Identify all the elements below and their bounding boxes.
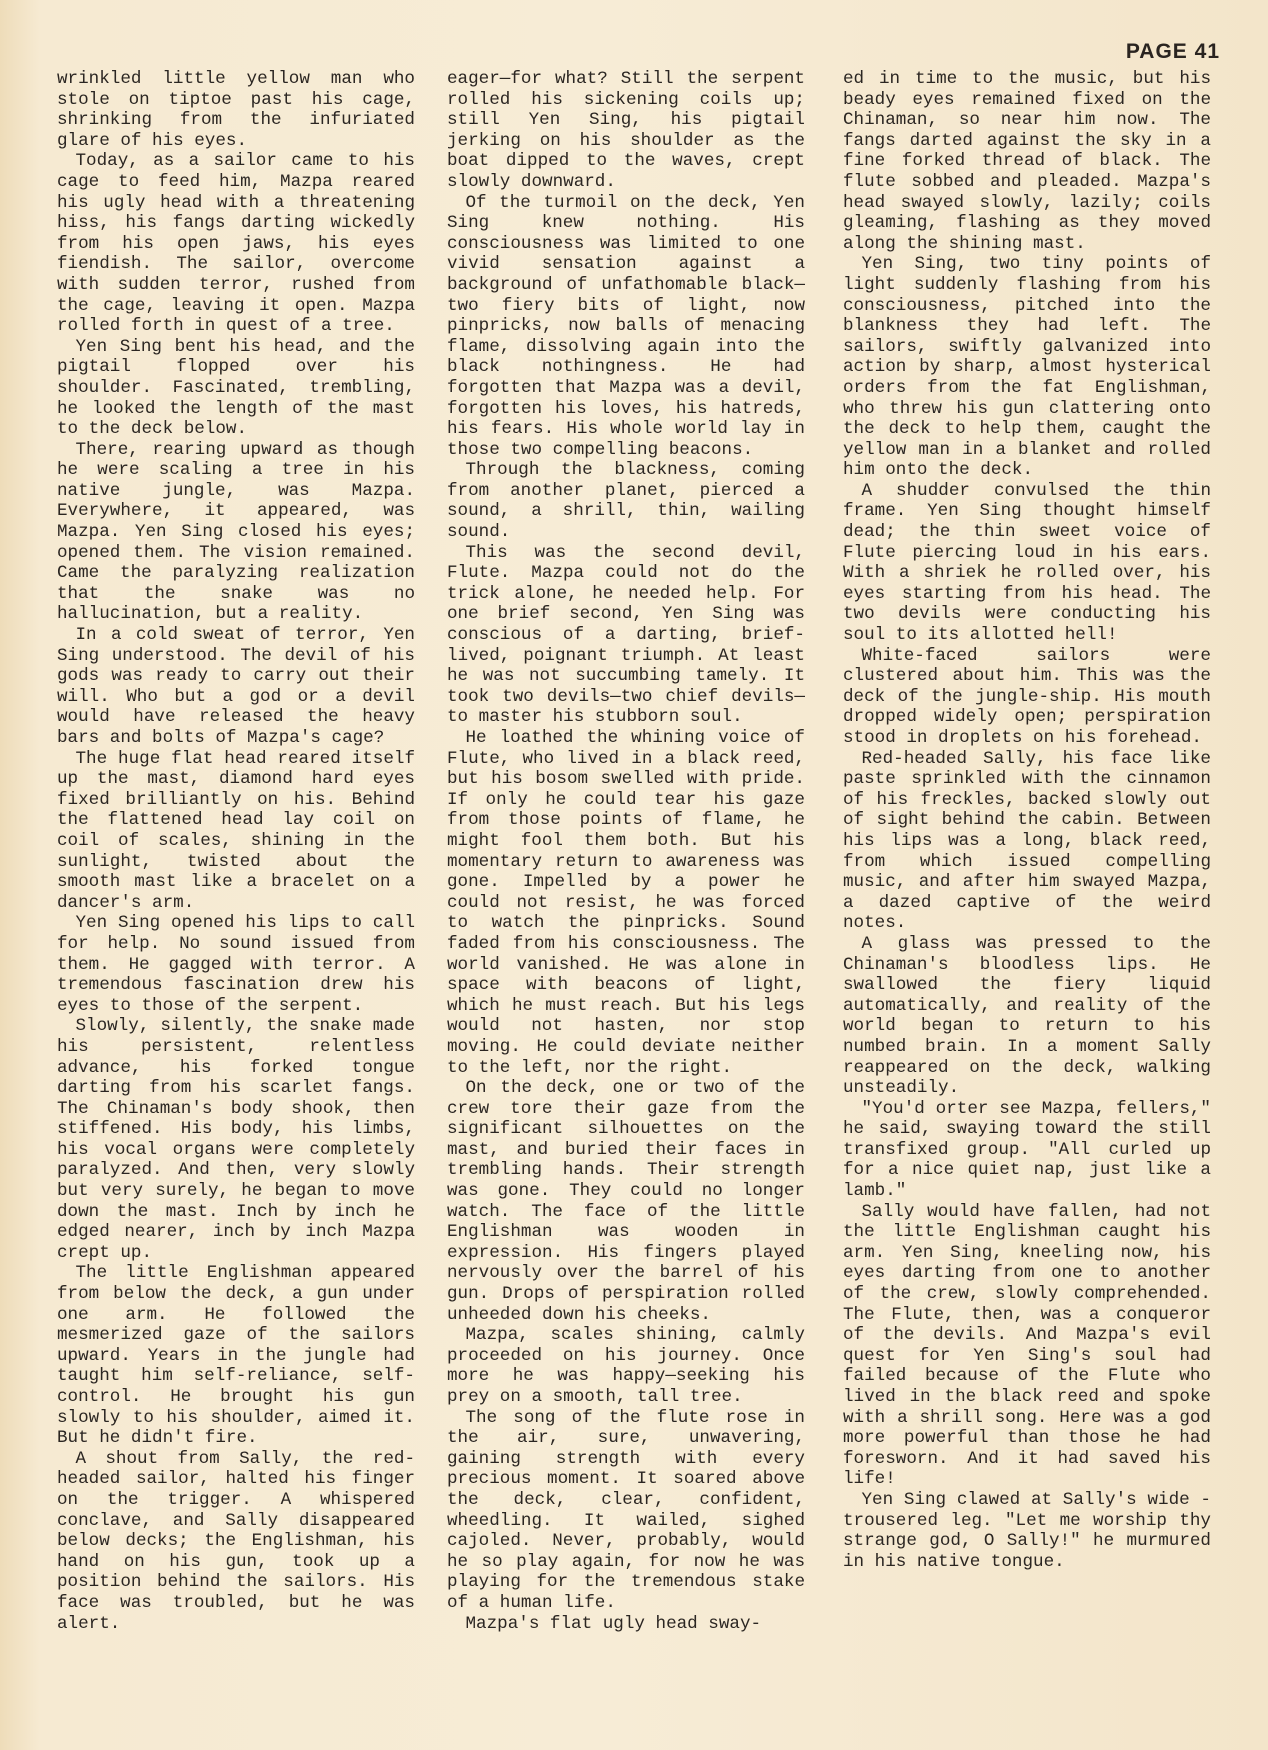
paragraph: Yen Sing clawed at Sally's wide - trousered leg. "Let me worship thy strange god, O Sally!" he murmured in his native tongue. bbox=[843, 1489, 1211, 1572]
paragraph: Mazpa, scales shining, calmly proceeded on his journey. Once more he was happy—seeking his prey on a smooth, tall tree. bbox=[447, 1325, 805, 1407]
paragraph: Yen Sing opened his lips to call for help. No sound issued from them. He gagged with terror. A tremendous fascination drew his eyes to those of the serpent. bbox=[57, 913, 415, 1016]
paragraph: wrinkled little yellow man who stole on tiptoe past his cage, shrinking from the infuriated glare of his eyes. bbox=[57, 69, 415, 151]
paragraph: The huge flat head reared itself up the mast, diamond hard eyes fixed brilliantly on his. Behind the flattened head lay coil on coil of scales, shining in the sunlight, twisted about the smooth mast like a bracelet on a dancer's arm. bbox=[57, 748, 415, 913]
paragraph: "You'd orter see Mazpa, fellers," he said, swaying toward the still transfixed group. "All curled up for a nice quiet nap, just like a lamb." bbox=[843, 1098, 1211, 1202]
paragraph: A shudder convulsed the thin frame. Yen Sing thought himself dead; the thin sweet voice of Flute piercing loud in his ears. With a shriek he rolled over, his eyes starting from his head. The two devils were conducting his soul to its allotted hell! bbox=[843, 480, 1211, 646]
text-column-1 bbox=[57, 69, 415, 1729]
paragraph: He loathed the whining voice of Flute, who lived in a black reed, but his bosom swelled with pride. If only he could tear his gaze from those points of flame, he might fool them both. But his momentary return to awareness was gone. Impelled by a power he could not resist, he was forced to watch the pinpricks. Sound faded from his consciousness. The world vanished. He was alone in space with beacons of light, which he must reach. But his legs would not hasten, nor stop moving. He could deviate neither to the left, nor the right. bbox=[447, 728, 805, 1078]
paragraph: Through the blackness, coming from another planet, pierced a sound, a shrill, thin, wailing sound. bbox=[447, 460, 805, 543]
paragraph: In a cold sweat of terror, Yen Sing understood. The devil of his gods was ready to carry out their will. Who but a god or a devil would have released the heavy bars and bolts of Mazpa's cage? bbox=[57, 625, 415, 748]
paragraph: Yen Sing bent his head, and the pigtail flopped over his shoulder. Fascinated, trembling, he looked the length of the mast to the deck below. bbox=[57, 336, 415, 440]
text-column-2 bbox=[447, 69, 805, 1729]
paragraph: A glass was pressed to the Chinaman's bloodless lips. He swallowed the fiery liquid automatically, and reality of the world began to return to his numbed brain. In a moment Sally reappeared on the deck, walking unsteadily. bbox=[843, 933, 1211, 1099]
paragraph: White-faced sailors were clustered about him. This was the deck of the jungle-ship. His mouth dropped widely open; perspiration stood in droplets on his forehead. bbox=[843, 645, 1211, 748]
page-number: PAGE 41 bbox=[1125, 40, 1220, 63]
paragraph: Of the turmoil on the deck, Yen Sing knew nothing. His consciousness was limited to one vivid sensation against a background of unfathomable black—two fiery bits of light, now pinpricks, now balls of menacing flame, dissolving again into the black nothingness. He had forgotten that Mazpa was a devil, forgotten his loves, his hatreds, his fears. His whole world lay in those two compelling beacons. bbox=[447, 192, 805, 460]
paragraph: This was the second devil, Flute. Mazpa could not do the trick alone, he needed help. For one brief second, Yen Sing was conscious of a darting, brief-lived, poignant triumph. At least he was not succumbing tamely. It took two devils—two chief devils—to master his stubborn soul. bbox=[447, 542, 805, 728]
paragraph: A shout from Sally, the red-headed sailor, halted his finger on the trigger. A whispered conclave, and Sally disappeared below decks; the Englishman, his hand on his gun, took up a position behind the sailors. His face was troubled, but he was alert. bbox=[57, 1448, 415, 1634]
paragraph: Red-headed Sally, his face like paste sprinkled with the cinnamon of his freckles, backed slowly out of sight behind the cabin. Between his lips was a long, black reed, from which issued compelling music, and after him swayed Mazpa, a dazed captive of the weird notes. bbox=[843, 748, 1211, 934]
paragraph: On the deck, one or two of the crew tore their gaze from the significant silhouettes on the mast, and buried their faces in trembling hands. Their strength was gone. They could no longer watch. The face of the little Englishman was wooden in expression. His fingers played nervously over the barrel of his gun. Drops of perspiration rolled unheeded down his cheeks. bbox=[447, 1078, 805, 1325]
paragraph: The song of the flute rose in the air, sure, unwavering, gaining strength with every precious moment. It soared above the deck, clear, confident, wheedling. It wailed, sighed cajoled. Never, probably, would he so play again, for now he was playing for the tremendous stake of a human life. bbox=[447, 1407, 805, 1613]
paragraph: Sally would have fallen, had not the little Englishman caught his arm. Yen Sing, kneeling now, his eyes darting from one to another of the crew, slowly comprehended. The Flute, then, was a conqueror of the devils. And Mazpa's evil quest for Yen Sing's soul had failed because of the Flute who lived in the black reed and spoke with a shrill song. Here was a god more powerful than those he had foresworn. And it had saved his life! bbox=[843, 1201, 1211, 1490]
paragraph: The little Englishman appeared from below the deck, a gun under one arm. He followed the mesmerized gaze of the sailors upward. Years in the jungle had taught him self-reliance, self-control. He brought his gun slowly to his shoulder, aimed it. But he didn't fire. bbox=[57, 1263, 415, 1449]
paragraph: Today, as a sailor came to his cage to feed him, Mazpa reared his ugly head with a threatening hiss, his fangs darting wickedly from his open jaws, his eyes fiendish. The sailor, overcome with sudden terror, rushed from the cage, leaving it open. Mazpa rolled forth in quest of a tree. bbox=[57, 151, 415, 337]
paragraph: eager—for what? Still the serpent rolled his sickening coils up; still Yen Sing, his pigtail jerking on his shoulder as the boat dipped to the waves, crept slowly downward. bbox=[447, 69, 805, 192]
paragraph: Mazpa's flat ugly head sway- bbox=[465, 1613, 762, 1634]
text-column-3 bbox=[843, 69, 1211, 1729]
paragraph: Yen Sing, two tiny points of light suddenly flashing from his consciousness, pitched into the blankness they had left. The sailors, swiftly galvanized into action by sharp, almost hysterical orders from the fat Englishman, who threw his gun clattering onto the deck to help them, caught the yellow man in a blanket and rolled him onto the deck. bbox=[843, 254, 1211, 481]
paragraph: Slowly, silently, the snake made his persistent, relentless advance, his forked tongue darting from his scarlet fangs. The Chinaman's body shook, then stiffened. His body, his limbs, his vocal organs were completely paralyzed. And then, very slowly but very surely, he began to move down the mast. Inch by inch he edged nearer, inch by inch Mazpa crept up. bbox=[57, 1016, 415, 1263]
paragraph: There, rearing upward as though he were scaling a tree in his native jungle, was Mazpa. Everywhere, it appeared, was Mazpa. Yen Sing closed his eyes; opened them. The vision remained. Came the paralyzing realization that the snake was no hallucination, but a reality. bbox=[57, 439, 415, 625]
paragraph: ed in time to the music, but his beady eyes remained fixed on the Chinaman, so near him now. The fangs darted against the sky in a fine forked thread of black. The flute sobbed and pleaded. Mazpa's head swayed slowly, lazily; coils gleaming, flashing as they moved along the shining mast. bbox=[843, 69, 1211, 254]
